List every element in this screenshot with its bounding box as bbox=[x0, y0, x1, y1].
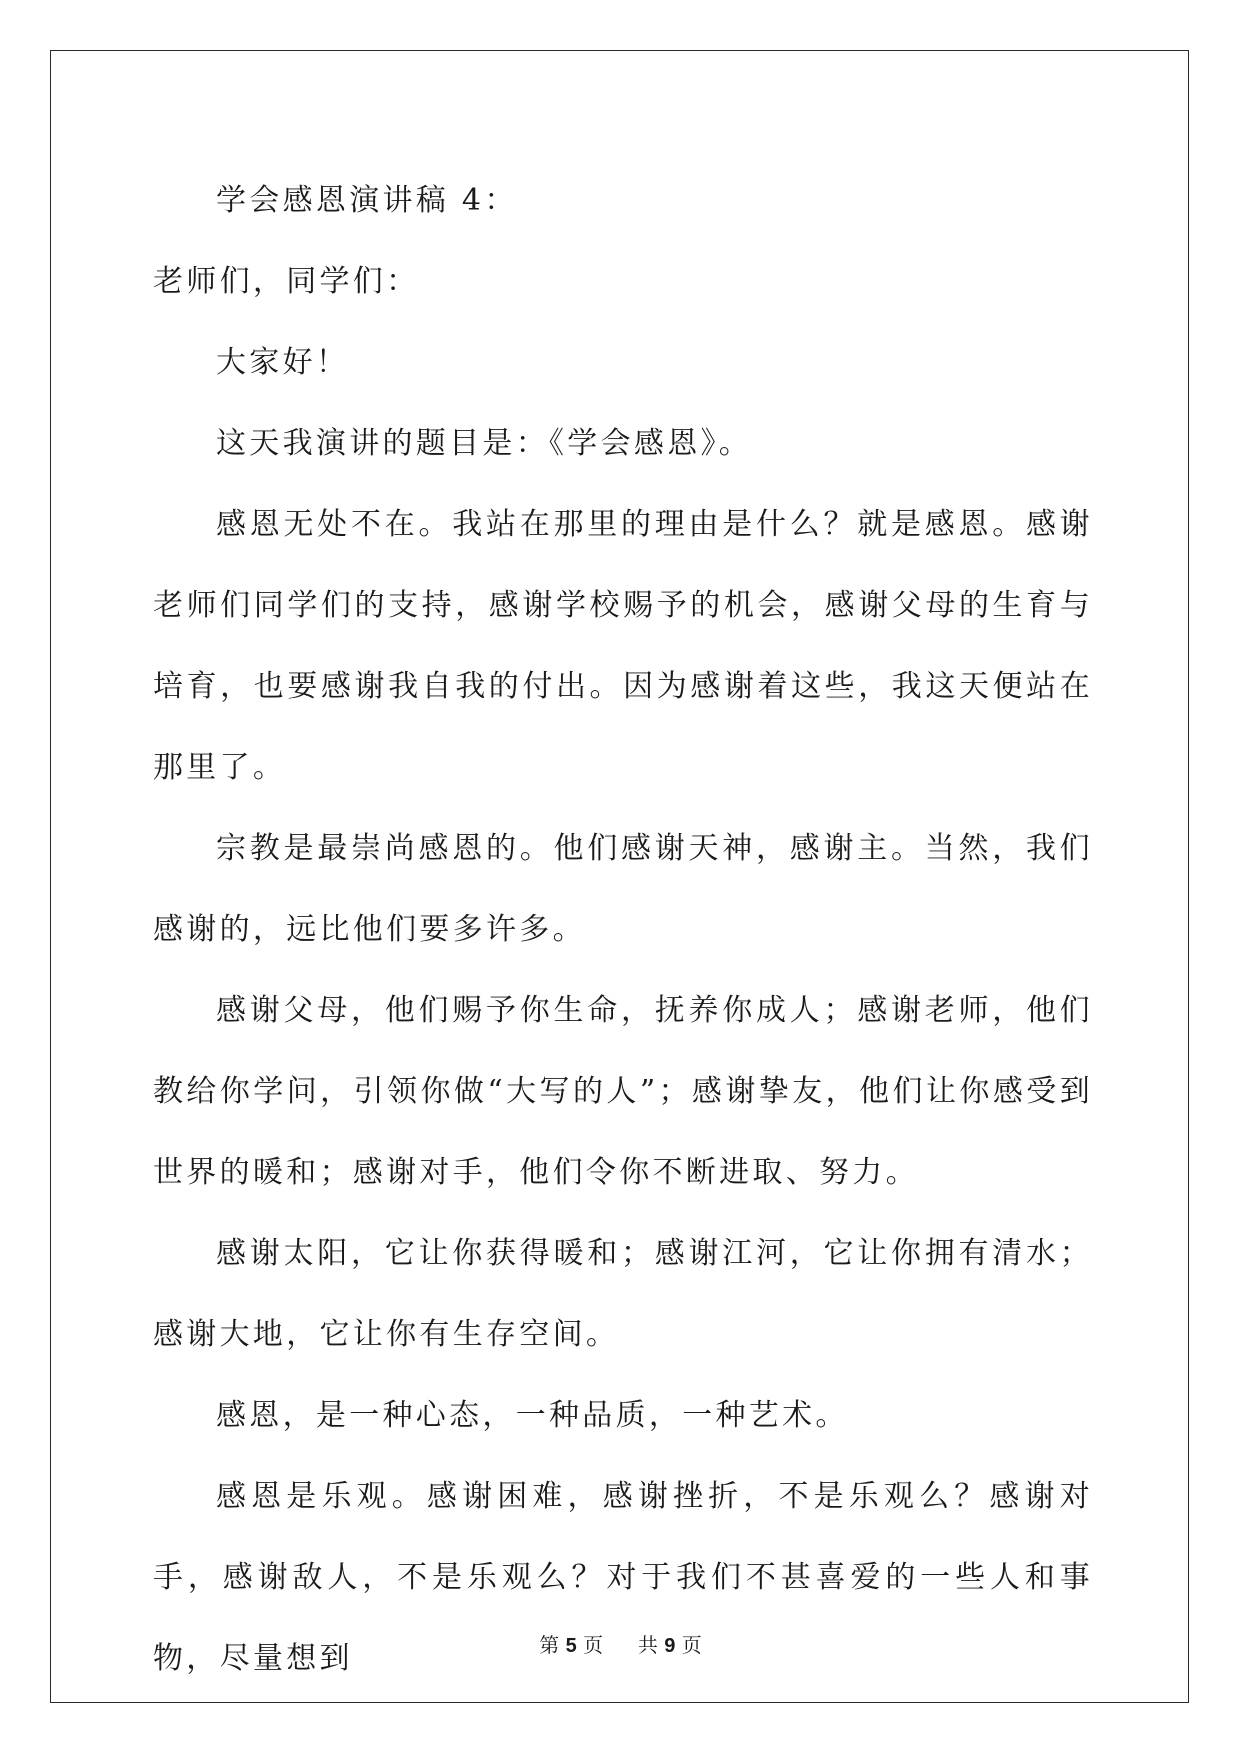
paragraph: 感恩是乐观。感谢困难，感谢挫折，不是乐观么？感谢对手，感谢敌人，不是乐观么？对于我们不甚喜爱的一些人和事物，尽量想到 bbox=[153, 1479, 1093, 1676]
greeting: 大家好！ bbox=[216, 345, 350, 380]
document-heading: 学会感恩演讲稿 4： bbox=[216, 183, 518, 218]
document-body bbox=[153, 160, 1093, 1699]
page-footer bbox=[0, 1633, 1241, 1658]
page-number: 第 5 页 bbox=[539, 1633, 604, 1657]
paragraph: 宗教是最崇尚感恩的。他们感谢天神，感谢主。当然，我们感谢的，远比他们要多许多。 bbox=[153, 831, 1093, 947]
paragraph: 感恩，是一种心态，一种品质，一种艺术。 bbox=[216, 1398, 849, 1433]
salutation: 老师们，同学们： bbox=[153, 264, 420, 299]
paragraph: 这天我演讲的题目是：《学会感恩》。 bbox=[216, 426, 753, 461]
total-pages: 共 9 页 bbox=[637, 1633, 702, 1657]
paragraph: 感谢太阳，它让你获得暖和；感谢江河，它让你拥有清水；感谢大地，它让你有生存空间。 bbox=[153, 1236, 1093, 1352]
current-page: 5 bbox=[565, 1635, 577, 1657]
total-page-count: 9 bbox=[664, 1635, 676, 1657]
paragraph: 感谢父母，他们赐予你生命，抚养你成人；感谢老师，他们教给你学问，引领你做“大写的人”；感谢挚友，他们让你感受到世界的暖和；感谢对手，他们令你不断进取、努力。 bbox=[153, 993, 1093, 1190]
paragraph: 感恩无处不在。我站在那里的理由是什么？就是感恩。感谢老师们同学们的支持，感谢学校赐予的机会，感谢父母的生育与培育，也要感谢我自我的付出。因为感谢着这些，我这天便站在那里了。 bbox=[153, 507, 1093, 785]
